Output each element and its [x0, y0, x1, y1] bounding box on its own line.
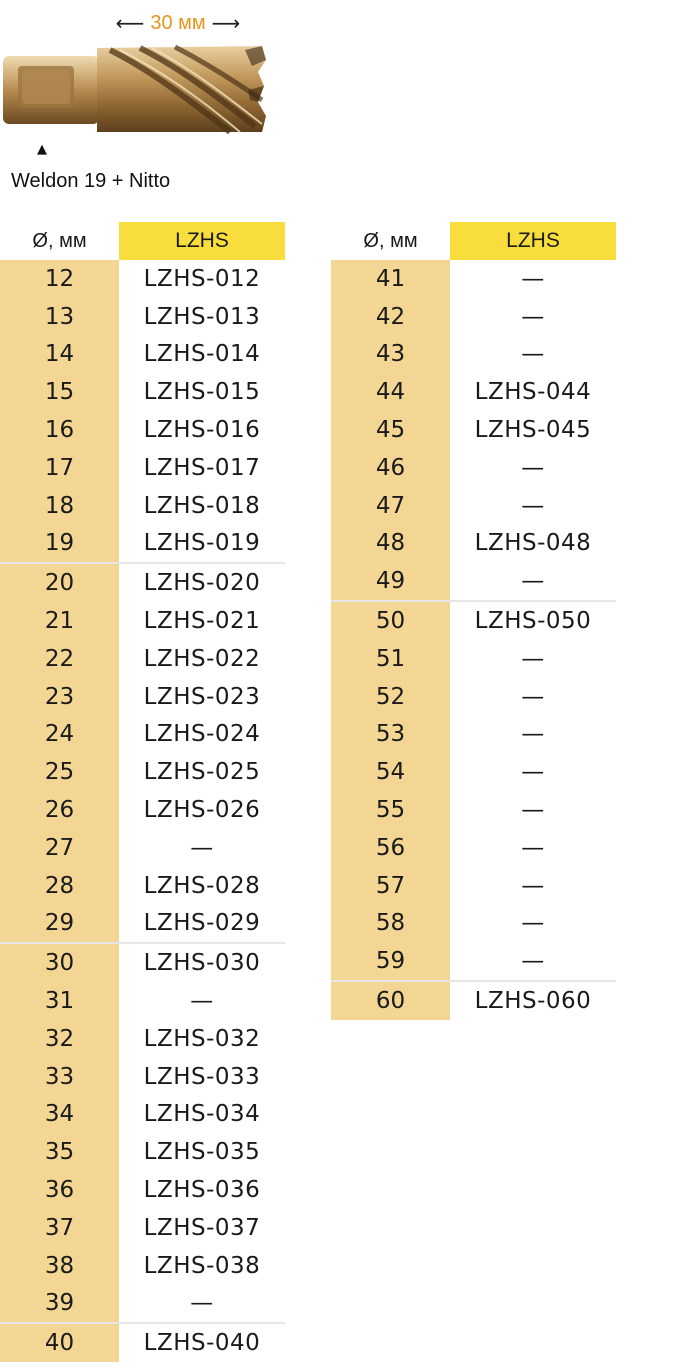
table-row: [331, 562, 616, 600]
model-header: LZHS: [119, 222, 285, 260]
diameter-cell: 40: [0, 1324, 119, 1362]
diameter-cell: 31: [0, 982, 119, 1020]
diameter-cell: 38: [0, 1247, 119, 1285]
table-row: [0, 829, 285, 867]
diameter-cell: 51: [331, 640, 450, 678]
diameter-cell: 26: [0, 791, 119, 829]
model-cell: LZHS-013: [143, 303, 261, 330]
table-row: [0, 298, 285, 336]
model-cell: LZHS-050: [474, 608, 592, 635]
table-row: [0, 867, 285, 905]
model-cell: LZHS-017: [143, 454, 261, 481]
model-cell: LZHS-044: [474, 379, 592, 406]
model-cell: —: [190, 834, 214, 861]
model-cell: —: [190, 1290, 214, 1317]
model-cell: —: [190, 988, 214, 1015]
model-cell: LZHS-016: [143, 417, 261, 444]
model-cell: —: [521, 645, 545, 672]
diameter-cell: 50: [331, 602, 450, 640]
diameter-cell: 49: [331, 562, 450, 600]
table-header: [331, 222, 616, 260]
model-cell: LZHS-024: [143, 721, 261, 748]
diameter-cell: 25: [0, 753, 119, 791]
diameter-cell: 21: [0, 602, 119, 640]
table-row: [331, 982, 616, 1020]
model-cell: LZHS-038: [143, 1252, 261, 1279]
diameter-cell: 16: [0, 411, 119, 449]
diameter-cell: 37: [0, 1209, 119, 1247]
diameter-cell: 32: [0, 1020, 119, 1058]
table-row: [0, 678, 285, 716]
model-cell: LZHS-025: [143, 759, 261, 786]
diameter-cell: 12: [0, 260, 119, 298]
table-row: [0, 1058, 285, 1096]
diameter-cell: 42: [331, 298, 450, 336]
table-row: [0, 1020, 285, 1058]
diameter-cell: 43: [331, 336, 450, 374]
shank-caption: Weldon 19 + Nitto: [11, 170, 171, 192]
table-row: [331, 905, 616, 943]
diameter-cell: 17: [0, 449, 119, 487]
model-cell: —: [521, 454, 545, 481]
diameter-cell: 24: [0, 716, 119, 754]
table-row: [0, 753, 285, 791]
table-row: [0, 564, 285, 602]
model-cell: LZHS-026: [143, 797, 261, 824]
diameter-cell: 41: [331, 260, 450, 298]
table-row: [331, 336, 616, 374]
model-cell: —: [521, 910, 545, 937]
model-cell: LZHS-023: [143, 683, 261, 710]
table-row: [0, 640, 285, 678]
model-cell: LZHS-030: [143, 950, 261, 977]
diameter-cell: 29: [0, 905, 119, 943]
spec-table-left: [0, 222, 285, 1362]
table-row: [0, 1171, 285, 1209]
model-cell: LZHS-029: [143, 910, 261, 937]
table-row: [331, 260, 616, 298]
model-cell: LZHS-028: [143, 872, 261, 899]
model-cell: —: [521, 341, 545, 368]
table-row: [0, 336, 285, 374]
diameter-cell: 27: [0, 829, 119, 867]
table-row: [0, 373, 285, 411]
table-row: [331, 829, 616, 867]
diameter-cell: 22: [0, 640, 119, 678]
marker-triangle-icon: ▲: [37, 142, 47, 157]
diameter-header: Ø, мм: [363, 229, 418, 252]
model-cell: LZHS-045: [474, 417, 592, 444]
diameter-cell: 14: [0, 336, 119, 374]
diameter-cell: 36: [0, 1171, 119, 1209]
diameter-cell: 15: [0, 373, 119, 411]
model-cell: —: [521, 303, 545, 330]
table-row: [331, 373, 616, 411]
diameter-cell: 48: [331, 525, 450, 563]
table-row: [331, 449, 616, 487]
model-cell: LZHS-019: [143, 530, 261, 557]
model-cell: LZHS-020: [143, 570, 261, 597]
table-header: [0, 222, 285, 260]
diameter-cell: 54: [331, 753, 450, 791]
model-cell: LZHS-021: [143, 608, 261, 635]
model-header: LZHS: [450, 222, 616, 260]
diameter-cell: 30: [0, 944, 119, 982]
diameter-cell: 45: [331, 411, 450, 449]
model-cell: —: [521, 834, 545, 861]
table-row: [331, 791, 616, 829]
model-cell: LZHS-040: [143, 1330, 261, 1357]
arrow-left-icon: ⟵: [115, 11, 145, 35]
diameter-cell: 39: [0, 1285, 119, 1323]
table-row: [0, 791, 285, 829]
diameter-cell: 20: [0, 564, 119, 602]
diameter-cell: 46: [331, 449, 450, 487]
arrow-right-icon: ⟶: [211, 11, 241, 35]
model-cell: LZHS-015: [143, 379, 261, 406]
table-row: [331, 942, 616, 980]
model-cell: LZHS-036: [143, 1177, 261, 1204]
model-cell: LZHS-022: [143, 645, 261, 672]
model-cell: LZHS-014: [143, 341, 261, 368]
model-cell: —: [521, 568, 545, 595]
table-row: [0, 1324, 285, 1362]
annular-cutter-image: [0, 40, 275, 140]
spec-table-right: [331, 222, 616, 1020]
model-cell: LZHS-033: [143, 1063, 261, 1090]
table-row: [0, 602, 285, 640]
diameter-cell: 59: [331, 942, 450, 980]
diameter-cell: 44: [331, 373, 450, 411]
diameter-cell: 34: [0, 1096, 119, 1134]
table-row: [0, 1247, 285, 1285]
table-row: [0, 982, 285, 1020]
diameter-cell: 33: [0, 1058, 119, 1096]
table-row: [0, 944, 285, 982]
diameter-cell: 56: [331, 829, 450, 867]
diameter-cell: 35: [0, 1133, 119, 1171]
table-row: [0, 1209, 285, 1247]
table-row: [331, 678, 616, 716]
model-cell: LZHS-037: [143, 1214, 261, 1241]
table-row: [331, 753, 616, 791]
table-row: [331, 298, 616, 336]
table-row: [0, 1133, 285, 1171]
diameter-cell: 60: [331, 982, 450, 1020]
diameter-cell: 58: [331, 905, 450, 943]
table-row: [331, 525, 616, 563]
table-row: [331, 716, 616, 754]
table-row: [0, 716, 285, 754]
model-cell: LZHS-048: [474, 530, 592, 557]
diameter-cell: 18: [0, 487, 119, 525]
table-row: [331, 602, 616, 640]
diameter-cell: 47: [331, 487, 450, 525]
table-row: [0, 411, 285, 449]
diameter-cell: 57: [331, 867, 450, 905]
table-row: [331, 867, 616, 905]
model-cell: LZHS-032: [143, 1025, 261, 1052]
diameter-cell: 52: [331, 678, 450, 716]
table-row: [331, 411, 616, 449]
table-row: [0, 1285, 285, 1323]
diameter-cell: 53: [331, 716, 450, 754]
table-row: [0, 487, 285, 525]
model-cell: LZHS-035: [143, 1139, 261, 1166]
table-row: [0, 260, 285, 298]
model-cell: —: [521, 492, 545, 519]
model-cell: —: [521, 759, 545, 786]
table-row: [0, 905, 285, 943]
model-cell: LZHS-060: [474, 988, 592, 1015]
table-row: [331, 640, 616, 678]
model-cell: —: [521, 721, 545, 748]
table-row: [331, 487, 616, 525]
model-cell: —: [521, 948, 545, 975]
dimension-label: [100, 8, 256, 38]
model-cell: —: [521, 872, 545, 899]
diameter-cell: 13: [0, 298, 119, 336]
diameter-header: Ø, мм: [32, 229, 87, 252]
table-row: [0, 1096, 285, 1134]
diameter-cell: 28: [0, 867, 119, 905]
model-cell: LZHS-034: [143, 1101, 261, 1128]
model-cell: LZHS-018: [143, 492, 261, 519]
model-cell: —: [521, 797, 545, 824]
dimension-text: 30 мм: [150, 11, 206, 34]
diameter-cell: 19: [0, 525, 119, 563]
table-row: [0, 449, 285, 487]
diameter-cell: 23: [0, 678, 119, 716]
diameter-cell: 55: [331, 791, 450, 829]
model-cell: —: [521, 265, 545, 292]
model-cell: —: [521, 683, 545, 710]
model-cell: LZHS-012: [143, 265, 261, 292]
table-row: [0, 525, 285, 563]
